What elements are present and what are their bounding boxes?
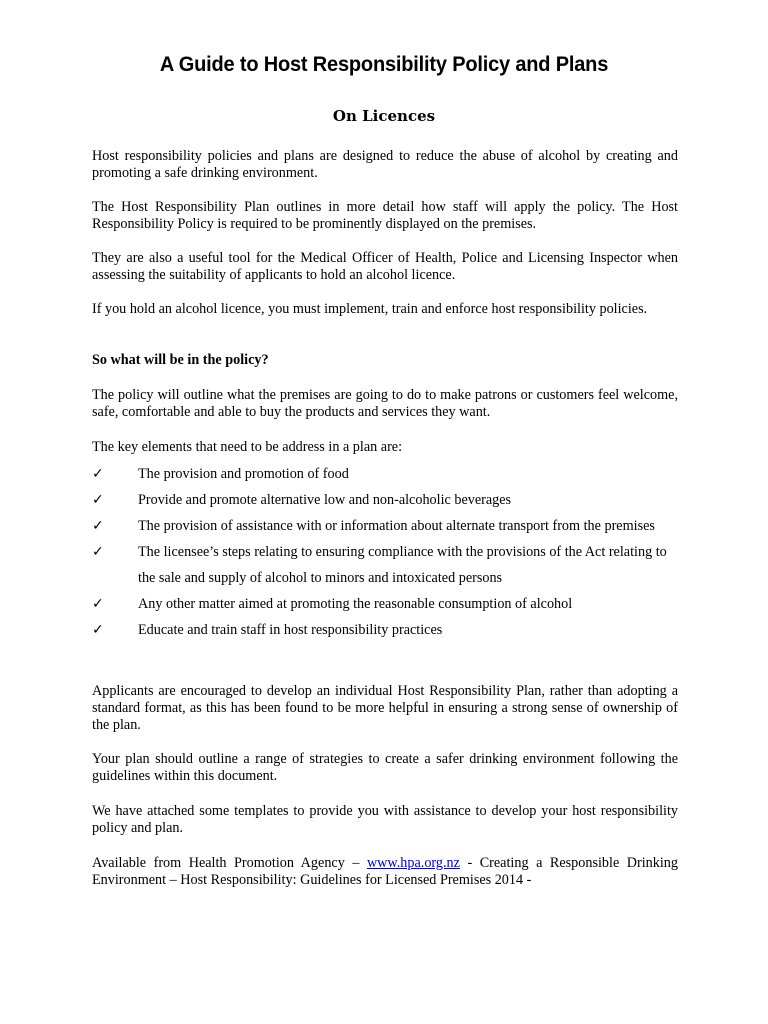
list-item-text: Provide and promote alternative low and non-alcoholic beverages bbox=[138, 492, 512, 508]
section-heading: So what will be in the policy? bbox=[92, 352, 269, 368]
plan-paragraph: The Host Responsibility Plan outlines in more detail how staff will apply the policy. The Host Responsibility Policy is required to be prominently displayed on the premises. bbox=[92, 199, 678, 232]
check-icon: ✓ bbox=[92, 544, 104, 560]
list-item-text: The provision of assistance with or information about alternate transport from the premises bbox=[138, 518, 655, 534]
list-item bbox=[92, 617, 678, 643]
list-item-text: The licensee’s steps relating to ensuring compliance with the provisions of the Act relating to the sale and supply of alcohol to minors and intoxicated persons bbox=[138, 544, 667, 586]
check-icon: ✓ bbox=[92, 518, 104, 534]
list-item-text: Educate and train staff in host responsibility practices bbox=[138, 622, 443, 638]
templates-paragraph: We have attached some templates to provide you with assistance to develop your host responsibility policy and plan. bbox=[92, 803, 678, 836]
check-icon: ✓ bbox=[92, 492, 104, 508]
list-item bbox=[92, 513, 678, 539]
tool-paragraph: They are also a useful tool for the Medical Officer of Health, Police and Licensing Inspector when assessing the suitability of applicants to hold an alcohol licence. bbox=[92, 250, 678, 283]
list-item bbox=[92, 487, 678, 513]
key-elements-list bbox=[92, 461, 678, 643]
check-icon: ✓ bbox=[92, 596, 104, 612]
intro-paragraph: Host responsibility policies and plans are designed to reduce the abuse of alcohol by creating and promoting a safe drinking environment. bbox=[92, 148, 678, 181]
check-icon: ✓ bbox=[92, 466, 104, 482]
list-item bbox=[92, 591, 678, 617]
strategies-paragraph: Your plan should outline a range of strategies to create a safer drinking environment following the guidelines within this document. bbox=[92, 751, 678, 784]
list-item-text: The provision and promotion of food bbox=[138, 466, 349, 482]
availability-paragraph bbox=[92, 855, 678, 889]
list-item bbox=[92, 461, 678, 487]
list-item bbox=[92, 539, 678, 591]
list-item-text: Any other matter aimed at promoting the reasonable consumption of alcohol bbox=[138, 596, 573, 612]
check-icon: ✓ bbox=[92, 622, 104, 638]
individual-plan-paragraph: Applicants are encouraged to develop an individual Host Responsibility Plan, rather than adopting a standard format, as this has been found to be more helpful in ensuring a strong sense of ownership of the plan. bbox=[92, 683, 678, 733]
document-title: A Guide to Host Responsibility Policy and Plans bbox=[159, 52, 609, 76]
availability-prefix: Available from Health Promotion Agency – bbox=[92, 855, 367, 871]
hpa-website-link[interactable]: www.hpa.org.nz bbox=[366, 855, 460, 871]
document-subtitle: On Licences bbox=[332, 107, 436, 125]
availability-suffix: - Creating a Responsible Drinking Environment – Host Responsibility: Guidelines for Licensed Premises 2014 - bbox=[92, 855, 678, 888]
list-intro: The key elements that need to be address in a plan are: bbox=[92, 439, 403, 455]
licence-paragraph: If you hold an alcohol licence, you must implement, train and enforce host responsibility policies. bbox=[92, 301, 648, 317]
policy-paragraph: The policy will outline what the premises are going to do to make patrons or customers feel welcome, safe, comfortable and able to buy the products and services they want. bbox=[92, 387, 678, 420]
